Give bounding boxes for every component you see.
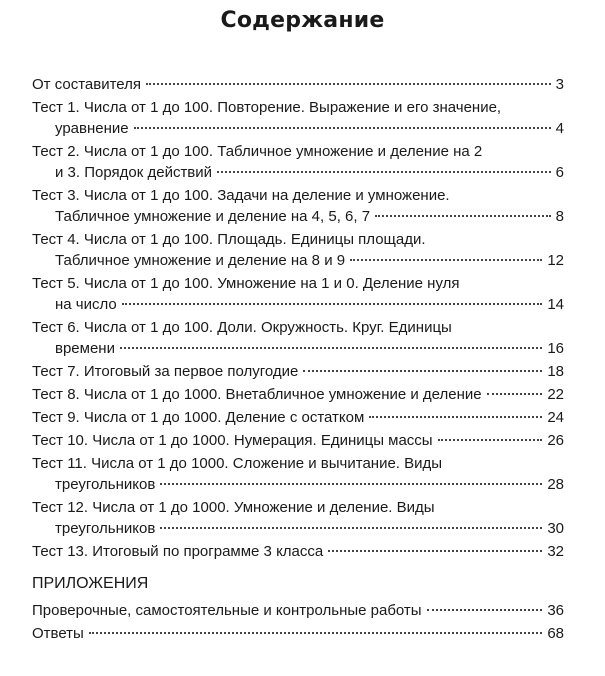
dot-leader	[438, 439, 543, 441]
toc-entry-line	[32, 74, 564, 95]
appendix-heading: ПРИЛОЖЕНИЯ	[32, 575, 149, 592]
toc-entry-line	[32, 141, 564, 162]
toc-page-number: 4	[555, 120, 564, 137]
toc-entry	[32, 229, 564, 271]
toc-entry-label: Тест 5. Числа от 1 до 100. Умножение на 1 и 0. Деление нуля	[32, 275, 460, 292]
toc-entry	[32, 74, 564, 95]
dot-leader	[160, 483, 542, 485]
toc-entry-line	[32, 497, 564, 518]
dot-leader	[487, 393, 543, 395]
toc-entry	[32, 141, 564, 183]
toc-entry-line	[32, 162, 564, 183]
toc-entry-label: на число	[55, 296, 117, 313]
toc-entry	[32, 407, 564, 428]
toc-entry-line	[32, 206, 564, 227]
toc-entry	[32, 384, 564, 405]
toc-entry	[32, 600, 564, 621]
toc-entry-label: Тест 12. Числа от 1 до 1000. Умножение и деление. Виды	[32, 499, 435, 516]
toc-entry-line	[32, 97, 564, 118]
toc-entry-label: Тест 13. Итоговый по программе 3 класса	[32, 543, 324, 560]
toc-entry-label: времени	[55, 340, 115, 357]
toc-entry-line	[32, 474, 564, 495]
toc-page-number: 16	[547, 340, 564, 357]
toc-page-number: 6	[555, 164, 564, 181]
toc-entry-label: Табличное умножение и деление на 8 и 9	[55, 252, 346, 269]
toc-entry	[32, 497, 564, 539]
toc-entry-line	[32, 317, 564, 338]
dot-leader	[328, 550, 542, 552]
toc-entry-label: уравнение	[55, 120, 129, 137]
toc-entry-line	[32, 338, 564, 359]
dot-leader	[350, 259, 542, 261]
toc-entry-line	[32, 361, 564, 382]
toc-entry-label: треугольников	[55, 520, 156, 537]
toc-entry	[32, 97, 564, 139]
toc-entry-line	[32, 294, 564, 315]
toc-page-number: 12	[547, 252, 564, 269]
toc-page-number: 3	[555, 76, 564, 93]
page-title: Содержание	[220, 8, 385, 33]
toc-entry-line	[32, 229, 564, 250]
toc-entry-line	[32, 541, 564, 562]
toc-page-number: 28	[547, 476, 564, 493]
toc-page-number: 22	[547, 386, 564, 403]
toc-entry-line	[32, 407, 564, 428]
toc-entry	[32, 623, 564, 644]
toc-entry-label: Ответы	[32, 625, 84, 642]
toc-entry-line	[32, 384, 564, 405]
toc-page-number: 8	[555, 208, 564, 225]
toc-page-number: 32	[547, 543, 564, 560]
toc-page-number: 24	[547, 409, 564, 426]
dot-leader	[120, 347, 542, 349]
toc-entry-line	[32, 118, 564, 139]
toc-entry	[32, 185, 564, 227]
toc-entry	[32, 361, 564, 382]
toc-entry-label: Тест 1. Числа от 1 до 100. Повторение. Выражение и его значение,	[32, 99, 502, 116]
toc-entry-label: Тест 8. Числа от 1 до 1000. Внетабличное умножение и деление	[32, 386, 482, 403]
table-of-contents	[32, 74, 564, 646]
toc-entry-label: и 3. Порядок действий	[55, 164, 213, 181]
toc-page-number: 14	[547, 296, 564, 313]
toc-entry-label: Тест 3. Числа от 1 до 100. Задачи на деление и умножение.	[32, 187, 450, 204]
toc-entry-label: Тест 10. Числа от 1 до 1000. Нумерация. Единицы массы	[32, 432, 433, 449]
dot-leader	[89, 632, 542, 634]
appendix-entries	[32, 600, 564, 644]
toc-entry-label: Тест 2. Числа от 1 до 100. Табличное умножение и деление на 2	[32, 143, 483, 160]
toc-entries	[32, 74, 564, 562]
dot-leader	[375, 215, 551, 217]
toc-entry-label: От составителя	[32, 76, 142, 93]
toc-entry-line	[32, 518, 564, 539]
toc-entry-line	[32, 185, 564, 206]
toc-entry	[32, 453, 564, 495]
toc-entry	[32, 273, 564, 315]
dot-leader	[217, 171, 551, 173]
toc-page-number: 18	[547, 363, 564, 380]
dot-leader	[427, 609, 543, 611]
dot-leader	[122, 303, 543, 305]
toc-entry-line	[32, 453, 564, 474]
toc-entry-line	[32, 623, 564, 644]
toc-entry-line	[32, 600, 564, 621]
dot-leader	[134, 127, 551, 129]
dot-leader	[303, 370, 542, 372]
toc-entry-label: Табличное умножение и деление на 4, 5, 6, 7	[55, 208, 371, 225]
dot-leader	[160, 527, 542, 529]
toc-entry-label: треугольников	[55, 476, 156, 493]
toc-entry-label: Проверочные, самостоятельные и контрольные работы	[32, 602, 422, 619]
toc-page-number: 68	[547, 625, 564, 642]
dot-leader	[369, 416, 542, 418]
toc-entry-label: Тест 4. Числа от 1 до 100. Площадь. Единицы площади.	[32, 231, 426, 248]
toc-page-number: 26	[547, 432, 564, 449]
toc-entry	[32, 317, 564, 359]
toc-entry-label: Тест 11. Числа от 1 до 1000. Сложение и вычитание. Виды	[32, 455, 443, 472]
toc-entry-label: Тест 6. Числа от 1 до 100. Доли. Окружность. Круг. Единицы	[32, 319, 452, 336]
toc-entry	[32, 541, 564, 562]
toc-entry-line	[32, 430, 564, 451]
toc-entry-line	[32, 273, 564, 294]
toc-page-number: 36	[547, 602, 564, 619]
toc-entry-label: Тест 9. Числа от 1 до 1000. Деление с остатком	[32, 409, 365, 426]
toc-entry	[32, 430, 564, 451]
toc-page-number: 30	[547, 520, 564, 537]
dot-leader	[146, 83, 551, 85]
toc-entry-label: Тест 7. Итоговый за первое полугодие	[32, 363, 299, 380]
toc-entry-line	[32, 250, 564, 271]
